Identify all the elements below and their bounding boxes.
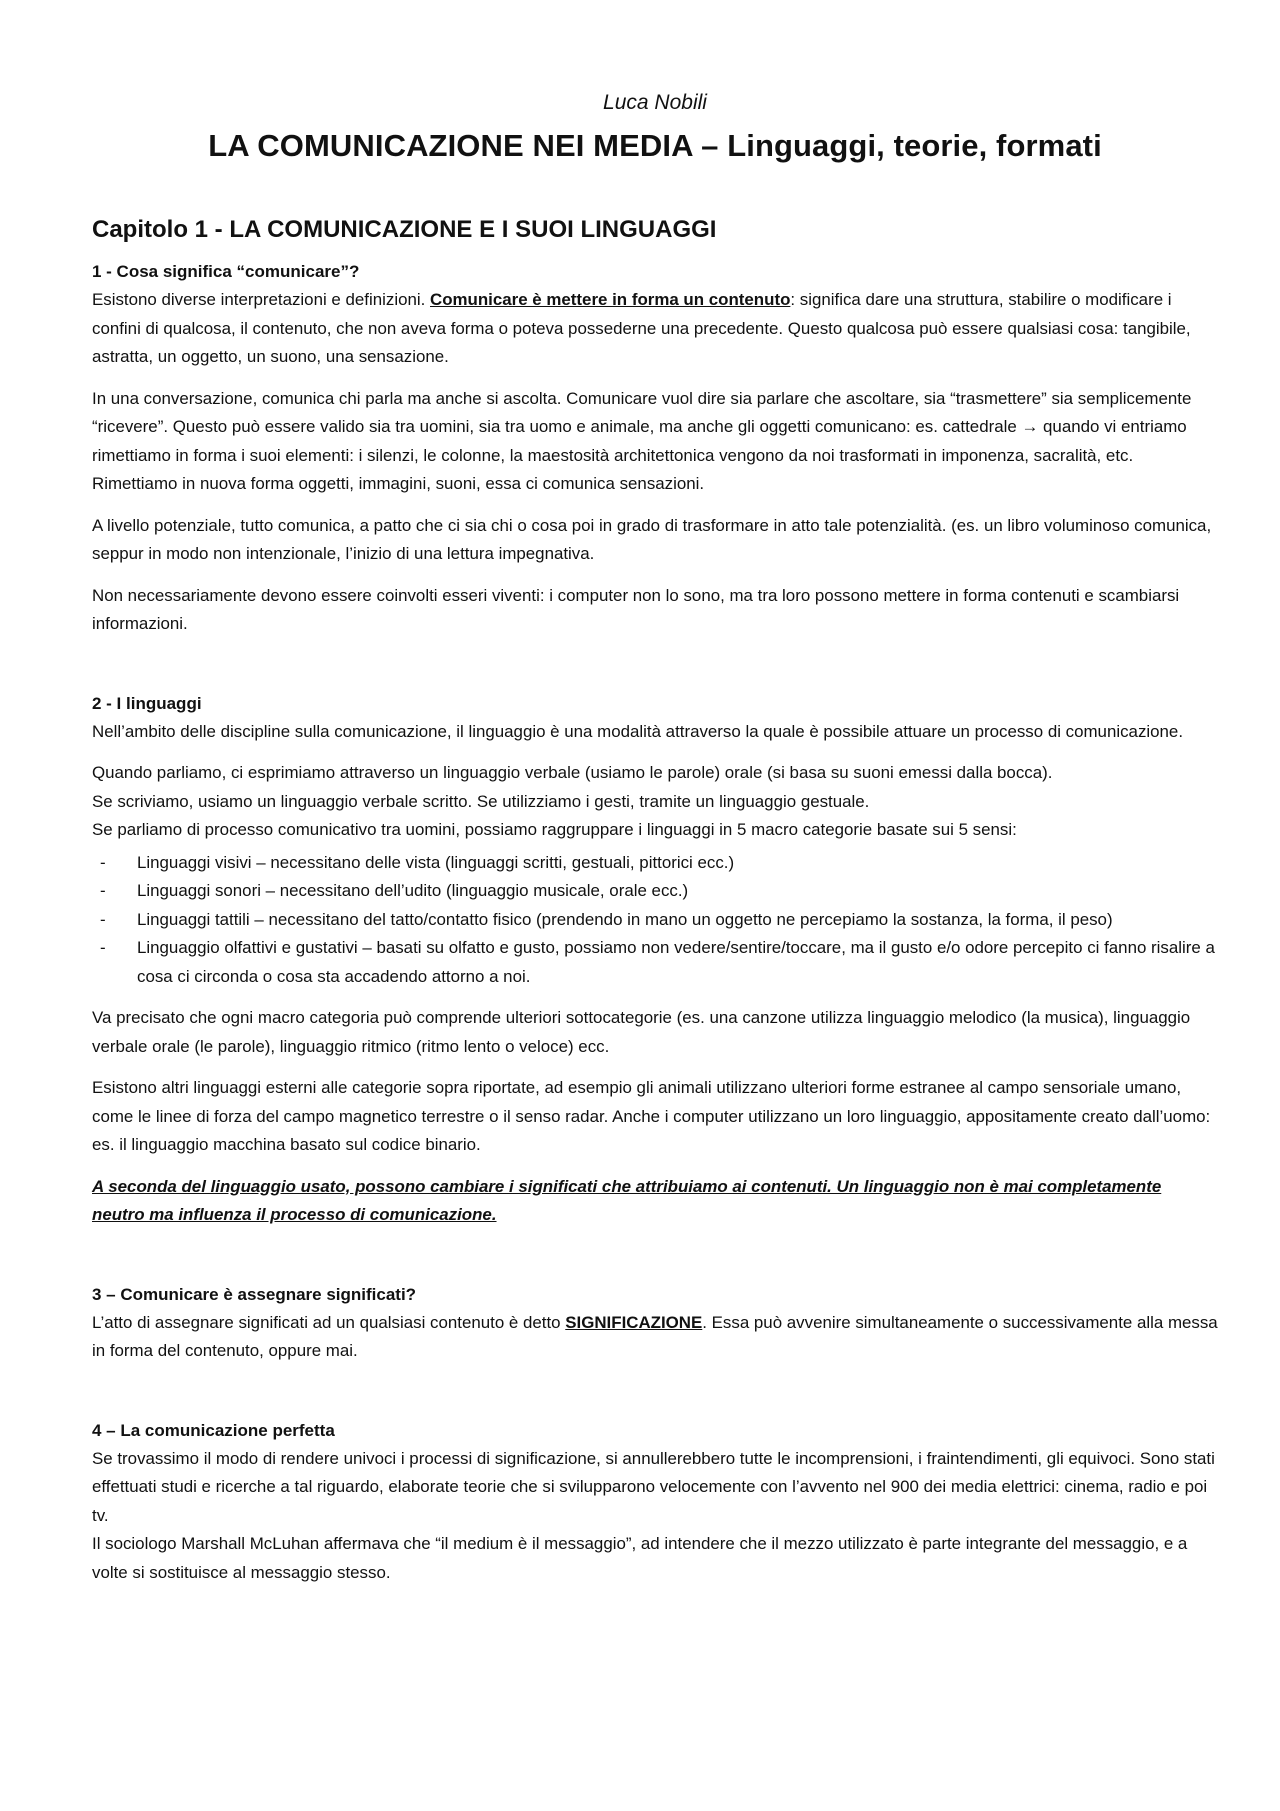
author-name: Luca Nobili [603, 91, 707, 114]
section-2-paragraph-4: Esistono altri linguaggi esterni alle categorie sopra riportate, ad esempio gli animali utilizzano ulteriori forme estranee al campo sensoriale umano, come le linee di forza del campo magnetico terrestre o il senso radar. Anche i computer utilizzano un loro linguaggio, appositamente creato dall’uomo: es. il linguaggio macchina basato sul codice binario. [92, 1078, 1211, 1154]
section-4 [92, 1417, 1218, 1588]
section-2-paragraph-1: Nell’ambito delle discipline sulla comunicazione, il linguaggio è una modalità attraverso la quale è possibile attuare un processo di comunicazione. [92, 721, 1184, 741]
list-item: - Linguaggi sonori – necessitano dell’udito (linguaggio musicale, orale ecc.) [100, 881, 689, 900]
section-2-key-statement: A seconda del linguaggio usato, possono cambiare i significati che attribuiamo ai contenuti. Un linguaggio non è mai completamente neutro ma influenza il processo di comunicazione. [92, 1176, 1162, 1224]
section-spacer [92, 1379, 1218, 1417]
section-1-paragraph-4: Non necessariamente devono essere coinvolti esseri viventi: i computer non lo sono, ma tra loro possono mettere in forma contenuti e scambiarsi informazioni. [92, 585, 1180, 633]
senses-list [92, 849, 1218, 992]
s1-p1-text-a: Esistono diverse interpretazioni e definizioni. [92, 290, 430, 309]
section-1-heading: 1 - Cosa significa “comunicare”? [92, 262, 360, 281]
section-1-paragraph-1 [92, 286, 1218, 372]
section-4-paragraph-1-line-2: Il sociologo Marshall McLuhan affermava che “il medium è il messaggio”, ad intendere che il mezzo utilizzato è parte integrante del messaggio, e a volte si sostituisce al messaggio stesso. [92, 1534, 1188, 1582]
s3-p1-key-term: SIGNIFICAZIONE [565, 1312, 703, 1332]
section-2-paragraph-2-line-1: Quando parliamo, ci esprimiamo attraverso un linguaggio verbale (usiamo le parole) orale (si basa su suoni emessi dalla bocca). [92, 763, 1053, 782]
section-spacer [92, 652, 1218, 690]
section-1-paragraph-3: A livello potenziale, tutto comunica, a patto che ci sia chi o cosa poi in grado di trasformare in atto tale potenzialità. (es. un libro voluminoso comunica, seppur in modo non intenzionale, l’inizio di una lettura impegnativa. [92, 515, 1212, 563]
section-3 [92, 1281, 1218, 1366]
list-item: - Linguaggi tattili – necessitano del tatto/contatto fisico (prendendo in mano un oggetto ne percepiamo la sostanza, la forma, il peso) [100, 909, 1113, 929]
section-2-paragraph-2-line-3: Se parliamo di processo comunicativo tra uomini, possiamo raggruppare i linguaggi in 5 macro categorie basate sui 5 sensi: [92, 820, 1017, 839]
list-item: - Linguaggi visivi – necessitano delle vista (linguaggi scritti, gestuali, pittorici ecc.) [100, 852, 735, 872]
section-2 [92, 690, 1218, 1230]
section-1 [92, 258, 1218, 639]
s3-p1-text-c: . Essa può avvenire simultaneamente o successivamente alla messa in forma del contenuto, oppure mai. [92, 1312, 1218, 1360]
document-title: LA COMUNICAZIONE NEI MEDIA – Linguaggi, teorie, formati [208, 128, 1102, 163]
list-item: - Linguaggio olfattivi e gustativi – basati su olfatto e gusto, possiamo non vedere/sentire/toccare, ma il gusto e/o odore percepito ci fanno risalire a cosa ci circonda o cosa sta accadendo attorno a noi. [100, 938, 1215, 986]
section-2-heading: 2 - I linguaggi [92, 693, 202, 713]
chapter-title: Capitolo 1 - LA COMUNICAZIONE E I SUOI LINGUAGGI [92, 216, 717, 243]
section-2-paragraph-3: Va precisato che ogni macro categoria può comprende ulteriori sottocategorie (es. una canzone utilizza linguaggio melodico (la musica), linguaggio verbale orale (le parole), linguaggio ritmico (ritmo lento o veloce) ecc. [92, 1008, 1191, 1056]
section-spacer [92, 1243, 1218, 1281]
s1-p1-text-c: : significa dare una struttura, stabilire o modificare i confini di qualcosa, il contenuto, che non aveva forma o poteva possederne una precedente. Questo qualcosa può essere qualsiasi cosa: tangibile, astratta, un oggetto, un suono, una sensazione. [92, 290, 1191, 366]
section-4-heading: 4 – La comunicazione perfetta [92, 1420, 335, 1440]
s3-p1-text-a: L’atto di assegnare significati ad un qualsiasi contenuto è detto [92, 1312, 566, 1332]
section-3-heading: 3 – Comunicare è assegnare significati? [92, 1284, 417, 1304]
section-2-paragraph-2-line-2: Se scriviamo, usiamo un linguaggio verbale scritto. Se utilizziamo i gesti, tramite un linguaggio gestuale. [92, 791, 870, 811]
section-3-paragraph-1 [92, 1309, 1218, 1366]
document-page [92, 88, 1218, 1587]
section-4-paragraph-1-line-1: Se trovassimo il modo di rendere univoci i processi di significazione, si annullerebbero tutte le incomprensioni, i fraintendimenti, gli equivoci. Sono stati effettuati studi e ricerche a tal riguardo, elaborate teorie che si svilupparono velocemente con l’avvento nel 900 dei media elettrici: cinema, radio e poi tv. [92, 1448, 1215, 1525]
section-1-paragraph-2: In una conversazione, comunica chi parla ma anche si ascolta. Comunicare vuol dire sia parlare che ascoltare, sia “trasmettere” sia semplicemente “ricevere”. Questo può essere valido sia tra uomini, sia tra uomo e animale, ma anche gli oggetti comunicano: es. cattedrale → quando vi entriamo rimettiamo in forma i suoi elementi: i silenzi, le colonne, la maestosità architettonica vengono da noi trasformati in imponenza, sacralità, etc. Rimettiamo in nuova forma oggetti, immagini, suoni, essa ci comunica sensazioni. [92, 388, 1192, 493]
s1-p1-key-definition: Comunicare è mettere in forma un contenuto [430, 290, 791, 309]
